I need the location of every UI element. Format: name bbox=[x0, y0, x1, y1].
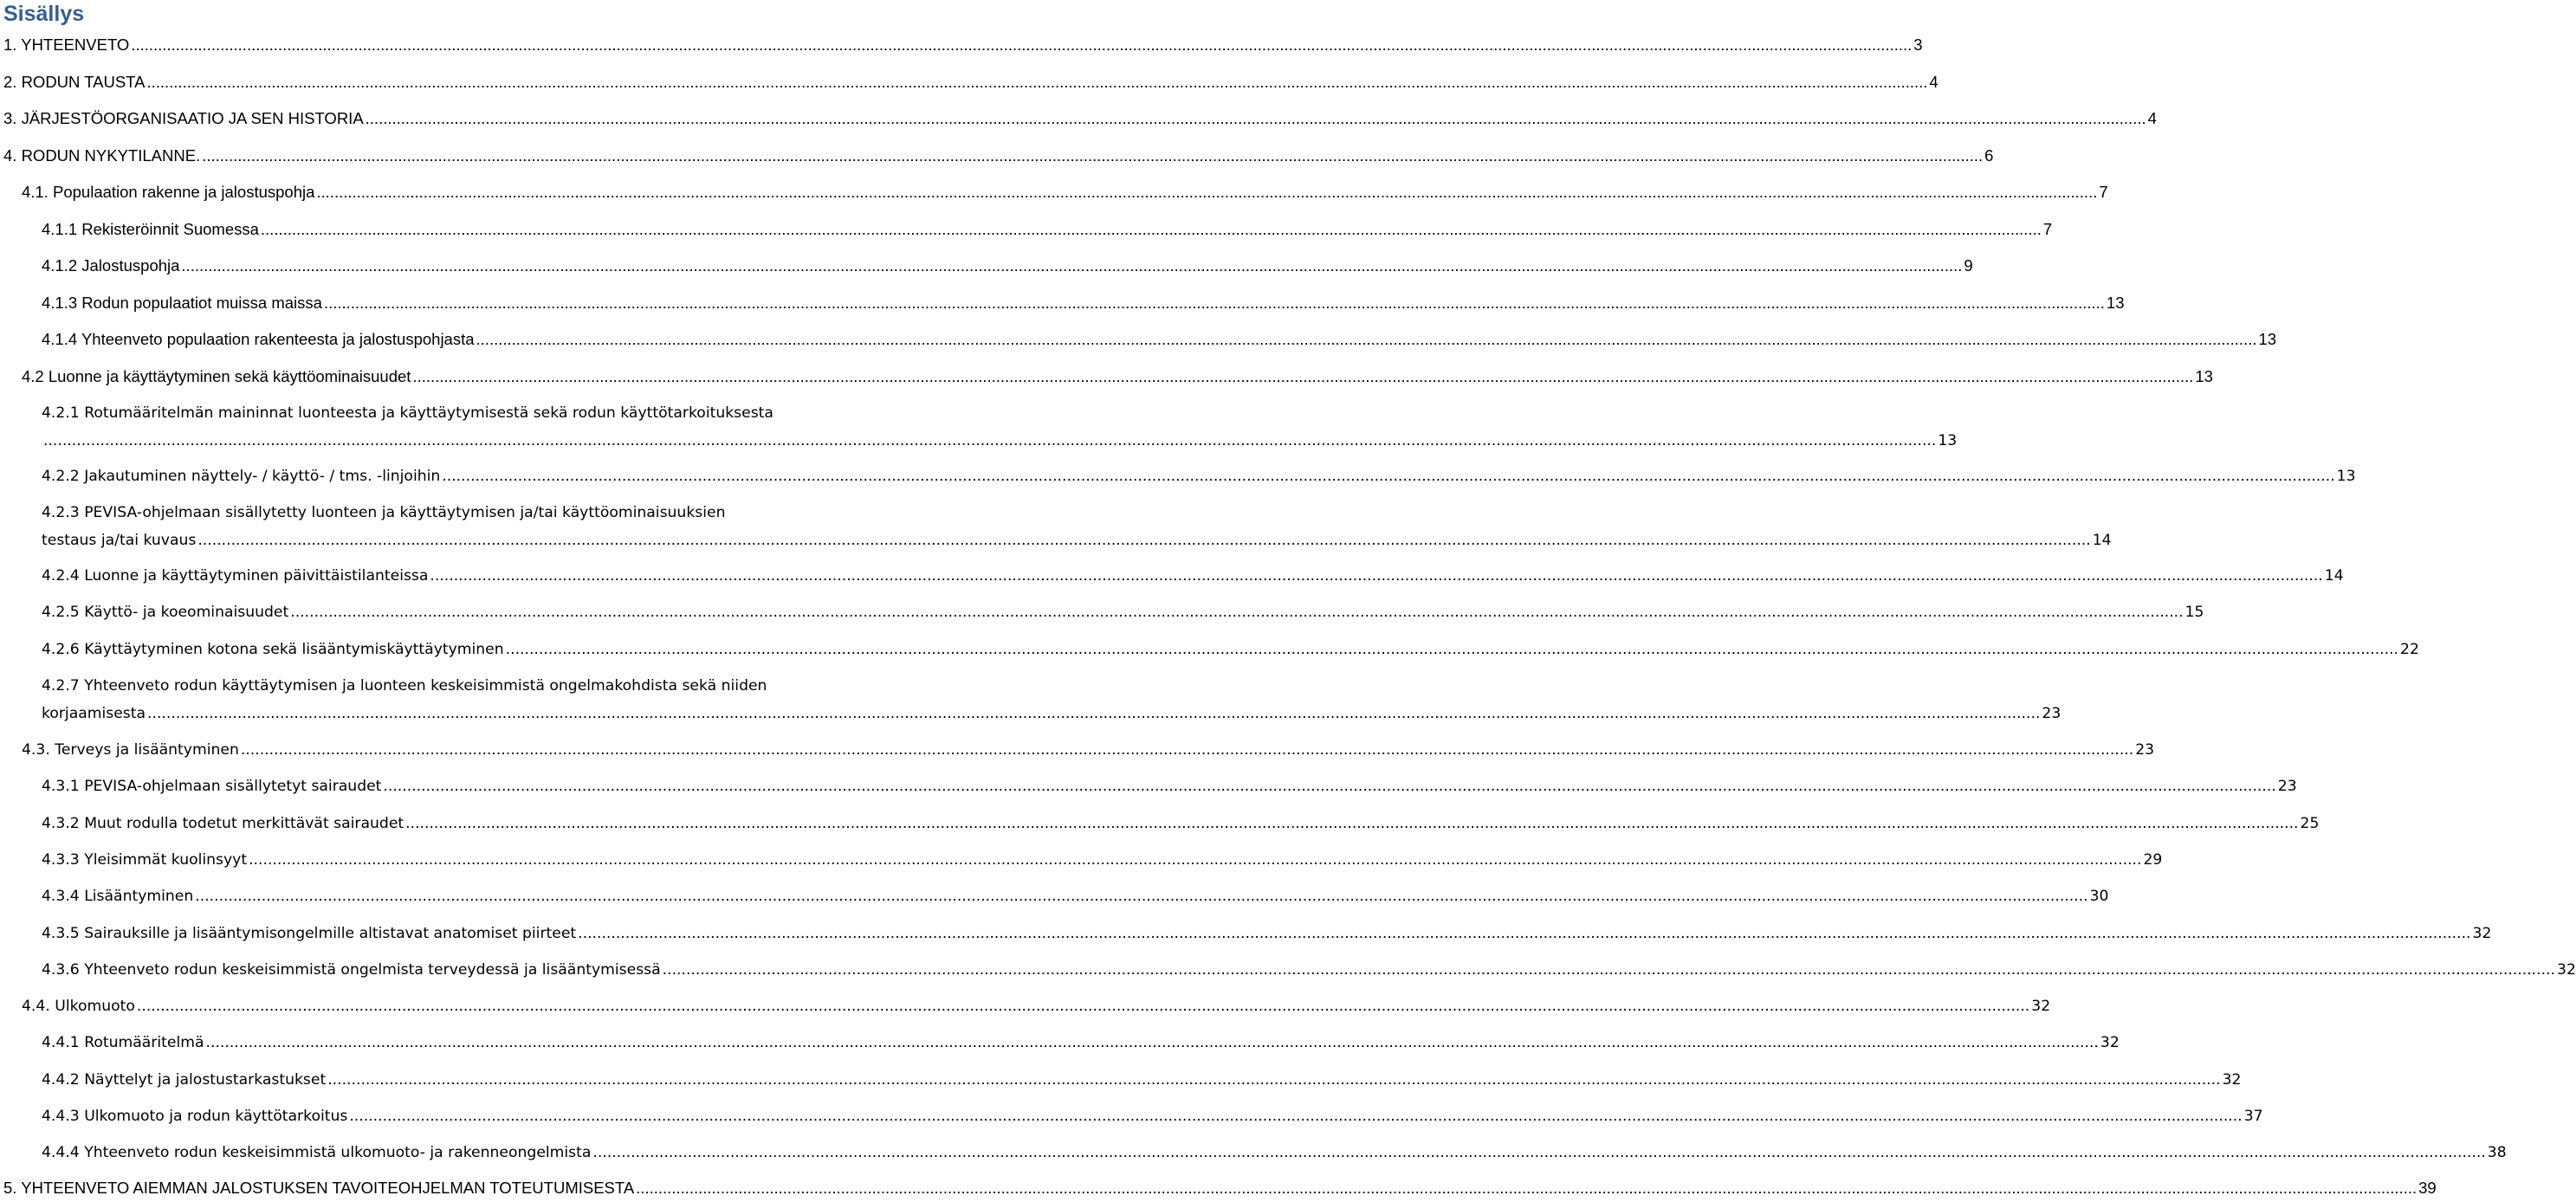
toc-leader-dots: ................................................................................................................................................................................................................................................................................................................................................................................................................ bbox=[442, 468, 2335, 485]
toc-entry-text: testaus ja/tai kuvaus bbox=[42, 532, 197, 549]
toc-leader-dots: ................................................................................................................................................................................................................................................................................................................................................................................................................ bbox=[240, 741, 2134, 759]
toc-entry[interactable] bbox=[42, 846, 2163, 874]
toc-page-number: 23 bbox=[2135, 741, 2155, 759]
toc-entry[interactable] bbox=[42, 772, 2297, 800]
toc-entry[interactable] bbox=[22, 178, 2108, 206]
toc-page-number: 13 bbox=[2106, 294, 2125, 312]
toc-page-number: 23 bbox=[2042, 705, 2061, 722]
toc-entry-text: 4.2.5 Käyttö- ja koeominaisuudet bbox=[42, 604, 289, 621]
toc-entry[interactable] bbox=[42, 326, 2277, 353]
toc-entry-text-line1: 4.2.3 PEVISA-ohjelmaan sisällytetty luonteen ja käyttäytymisen ja/tai käyttöominaisuuksien bbox=[42, 504, 726, 521]
toc-leader-dots: ................................................................................................................................................................................................................................................................................................................................................................................................................ bbox=[136, 998, 2030, 1015]
toc-entry-text: 4.4.3 Ulkomuoto ja rodun käyttötarkoitus bbox=[42, 1108, 348, 1125]
toc-leader-dots: ................................................................................................................................................................................................................................................................................................................................................................................................................ bbox=[636, 1179, 2417, 1197]
toc-leader-dots: ................................................................................................................................................................................................................................................................................................................................................................................................................ bbox=[197, 532, 2091, 549]
toc-entry-text: 5. YHTEENVETO AIEMMAN JALOSTUKSEN TAVOITEOHJELMAN TOTEUTUMISESTA bbox=[3, 1179, 635, 1197]
toc-entry-text: 4.4. Ulkomuoto bbox=[22, 998, 135, 1015]
toc-entry-text: korjaamisesta bbox=[42, 705, 146, 722]
toc-entry[interactable] bbox=[42, 810, 2320, 837]
toc-entry[interactable] bbox=[42, 289, 2125, 317]
toc-leader-dots: ................................................................................................................................................................................................................................................................................................................................................................................................................ bbox=[327, 1071, 2221, 1089]
toc-page-number: 14 bbox=[2092, 532, 2112, 549]
toc-page-number: 13 bbox=[1938, 432, 1958, 449]
toc-page-number: 32 bbox=[2100, 1034, 2120, 1051]
toc-leader-dots: ................................................................................................................................................................................................................................................................................................................................................................................................................ bbox=[505, 641, 2399, 658]
toc-page-number: 23 bbox=[2277, 778, 2297, 795]
toc-entry-text: 4.1.2 Jalostuspohja bbox=[42, 256, 180, 275]
toc-entry-text: 4.2.4 Luonne ja käyttäytyminen päivittäistilanteissa bbox=[42, 567, 429, 585]
toc-entry-text: 4.3. Terveys ja lisääntyminen bbox=[22, 741, 239, 759]
toc-entry[interactable] bbox=[3, 31, 1923, 59]
toc-entry[interactable] bbox=[42, 399, 1958, 455]
toc-page-number: 32 bbox=[2222, 1071, 2242, 1089]
toc-page-number: 29 bbox=[2143, 851, 2163, 869]
toc-page-number: 32 bbox=[2472, 925, 2492, 942]
toc-entry-text-line1: 4.2.7 Yhteenveto rodun käyttäytymisen ja luonteen keskeisimmistä ongelmakohdista sekä niiden bbox=[42, 677, 767, 695]
toc-page-number: 9 bbox=[1964, 256, 1973, 275]
toc-page-number: 38 bbox=[2487, 1144, 2507, 1161]
toc-leader-dots: ................................................................................................................................................................................................................................................................................................................................................................................................................ bbox=[662, 961, 2556, 979]
toc-leader-dots: ................................................................................................................................................................................................................................................................................................................................................................................................................ bbox=[147, 705, 2041, 722]
toc-entry[interactable] bbox=[22, 736, 2155, 764]
toc-entry[interactable] bbox=[42, 252, 1973, 280]
toc-leader-dots: ................................................................................................................................................................................................................................................................................................................................................................................................................ bbox=[430, 567, 2323, 585]
toc-page-number: 4 bbox=[2147, 109, 2157, 127]
toc-entry[interactable] bbox=[42, 920, 2492, 947]
toc-entry[interactable] bbox=[22, 992, 2051, 1020]
toc-entry[interactable] bbox=[42, 499, 2112, 554]
toc-leader-dots: ................................................................................................................................................................................................................................................................................................................................................................................................................ bbox=[405, 815, 2299, 832]
toc-page-number: 39 bbox=[2418, 1179, 2437, 1197]
toc-entry-text: 4.3.2 Muut rodulla todetut merkittävät sairaudet bbox=[42, 815, 405, 832]
toc-entry[interactable] bbox=[42, 636, 2419, 663]
toc-entry-text: 4.4.2 Näyttelyt ja jalostustarkastukset bbox=[42, 1071, 327, 1089]
toc-entry-text: 4.4.4 Yhteenveto rodun keskeisimmistä ulkomuoto- ja rakenneongelmista bbox=[42, 1144, 592, 1161]
toc-entry[interactable] bbox=[42, 956, 2576, 984]
toc-entry[interactable] bbox=[42, 462, 2356, 490]
toc-leader-dots: ................................................................................................................................................................................................................................................................................................................................................................................................................ bbox=[592, 1144, 2486, 1161]
toc-entry-text: 3. JÄRJESTÖORGANISAATIO JA SEN HISTORIA bbox=[3, 109, 364, 127]
toc-entry-text: 4.3.1 PEVISA-ohjelmaan sisällytetyt sairaudet bbox=[42, 778, 382, 795]
toc-page-number: 37 bbox=[2243, 1108, 2263, 1125]
toc-entry[interactable] bbox=[3, 1174, 2437, 1202]
toc-leader-dots: ................................................................................................................................................................................................................................................................................................................................................................................................................ bbox=[316, 183, 2098, 201]
toc-leader-dots: ................................................................................................................................................................................................................................................................................................................................................................................................................ bbox=[412, 367, 2194, 385]
toc-page-number: 32 bbox=[2031, 998, 2051, 1015]
toc-entry-text: 4.1. Populaation rakenne ja jalostuspohja bbox=[22, 183, 315, 201]
toc-entry-text: 2. RODUN TAUSTA bbox=[3, 73, 146, 91]
toc-entry[interactable] bbox=[42, 1029, 2120, 1057]
toc-page-number: 13 bbox=[2336, 468, 2356, 485]
toc-entry[interactable] bbox=[42, 216, 2053, 243]
toc-leader-dots: ................................................................................................................................................................................................................................................................................................................................................................................................................ bbox=[181, 256, 1963, 275]
toc-leader-dots: ................................................................................................................................................................................................................................................................................................................................................................................................................ bbox=[365, 109, 2146, 127]
toc-leader-dots: ................................................................................................................................................................................................................................................................................................................................................................................................................ bbox=[260, 220, 2042, 238]
toc-leader-dots: ................................................................................................................................................................................................................................................................................................................................................................................................................ bbox=[349, 1108, 2243, 1125]
toc-page-number: 4 bbox=[1929, 73, 1938, 91]
toc-leader-dots: ................................................................................................................................................................................................................................................................................................................................................................................................................ bbox=[43, 432, 1937, 449]
toc-page-number: 13 bbox=[2195, 367, 2213, 385]
toc-entry-text: 4.1.4 Yhteenveto populaation rakenteesta ja jalostuspohjasta bbox=[42, 330, 475, 348]
toc-entry[interactable] bbox=[42, 882, 2109, 910]
toc-entry-text: 4.4.1 Rotumääritelmä bbox=[42, 1034, 204, 1051]
toc-entry[interactable] bbox=[42, 598, 2204, 626]
toc-entry-text: 4.1.1 Rekisteröinnit Suomessa bbox=[42, 220, 259, 238]
toc-page-number: 22 bbox=[2400, 641, 2419, 658]
toc-page-number: 15 bbox=[2184, 604, 2204, 621]
toc-entry-text: 4.2.6 Käyttäytyminen kotona sekä lisääntymiskäyttäytyminen bbox=[42, 641, 504, 658]
toc-leader-dots: ................................................................................................................................................................................................................................................................................................................................................................................................................ bbox=[146, 73, 1928, 91]
toc-entry[interactable] bbox=[42, 1066, 2242, 1094]
toc-page-number: 6 bbox=[1984, 146, 1994, 165]
toc-page-number: 7 bbox=[2042, 220, 2053, 238]
toc-leader-dots: ................................................................................................................................................................................................................................................................................................................................................................................................................ bbox=[476, 330, 2257, 348]
toc-leader-dots: ................................................................................................................................................................................................................................................................................................................................................................................................................ bbox=[578, 925, 2471, 942]
toc-entry[interactable] bbox=[3, 68, 1938, 96]
toc-leader-dots: ................................................................................................................................................................................................................................................................................................................................................................................................................ bbox=[131, 36, 1913, 54]
toc-entry-text: 4.1.3 Rodun populaatiot muissa maissa bbox=[42, 294, 322, 312]
toc-page-number: 25 bbox=[2300, 815, 2320, 832]
toc-page-number: 13 bbox=[2258, 330, 2277, 348]
toc-leader-dots: ................................................................................................................................................................................................................................................................................................................................................................................................................ bbox=[383, 778, 2276, 795]
toc-entry[interactable] bbox=[42, 1139, 2507, 1166]
toc-entry-text: 4. RODUN NYKYTILANNE. bbox=[3, 146, 201, 165]
toc-entry-text: 1. YHTEENVETO bbox=[3, 36, 130, 54]
toc-entry-text: 4.2.2 Jakautuminen näyttely- / käyttö- / tms. -linjoihin bbox=[42, 468, 441, 485]
toc-page-number: 7 bbox=[2099, 183, 2108, 201]
toc-entry-text-line1: 4.2.1 Rotumääritelmän maininnat luonteesta ja käyttäytymisestä sekä rodun käyttötarkoituksesta bbox=[42, 404, 773, 422]
toc-leader-dots: ................................................................................................................................................................................................................................................................................................................................................................................................................ bbox=[323, 294, 2105, 312]
toc-leader-dots: ................................................................................................................................................................................................................................................................................................................................................................................................................ bbox=[202, 146, 1984, 165]
toc-page-number: 3 bbox=[1913, 36, 1923, 54]
toc-entry-text: 4.3.4 Lisääntyminen bbox=[42, 888, 194, 905]
toc-leader-dots: ................................................................................................................................................................................................................................................................................................................................................................................................................ bbox=[290, 604, 2184, 621]
toc-entry[interactable] bbox=[42, 562, 2344, 590]
toc-leader-dots: ................................................................................................................................................................................................................................................................................................................................................................................................................ bbox=[195, 888, 2088, 905]
toc-leader-dots: ................................................................................................................................................................................................................................................................................................................................................................................................................ bbox=[205, 1034, 2099, 1051]
toc-entry[interactable] bbox=[22, 363, 2213, 391]
toc-page-number: 14 bbox=[2324, 567, 2344, 585]
toc-entry[interactable] bbox=[3, 105, 2157, 132]
toc-entry-text: 4.3.5 Sairauksille ja lisääntymisongelmille altistavat anatomiset piirteet bbox=[42, 925, 577, 942]
toc-entry[interactable] bbox=[42, 672, 2061, 727]
toc-leader-dots: ................................................................................................................................................................................................................................................................................................................................................................................................................ bbox=[249, 851, 2142, 869]
toc-page-number: 30 bbox=[2089, 888, 2109, 905]
toc-entry-text: 4.2 Luonne ja käyttäytyminen sekä käyttöominaisuudet bbox=[22, 367, 411, 385]
toc-entry[interactable] bbox=[3, 142, 1994, 170]
toc-page-number: 32 bbox=[2557, 961, 2576, 979]
toc-entry-text: 4.3.6 Yhteenveto rodun keskeisimmistä ongelmista terveydessä ja lisääntymisessä bbox=[42, 961, 661, 979]
toc-entry[interactable] bbox=[42, 1102, 2263, 1130]
toc-entry-text: 4.3.3 Yleisimmät kuolinsyyt bbox=[42, 851, 248, 869]
toc-title: Sisällys bbox=[3, 2, 85, 26]
